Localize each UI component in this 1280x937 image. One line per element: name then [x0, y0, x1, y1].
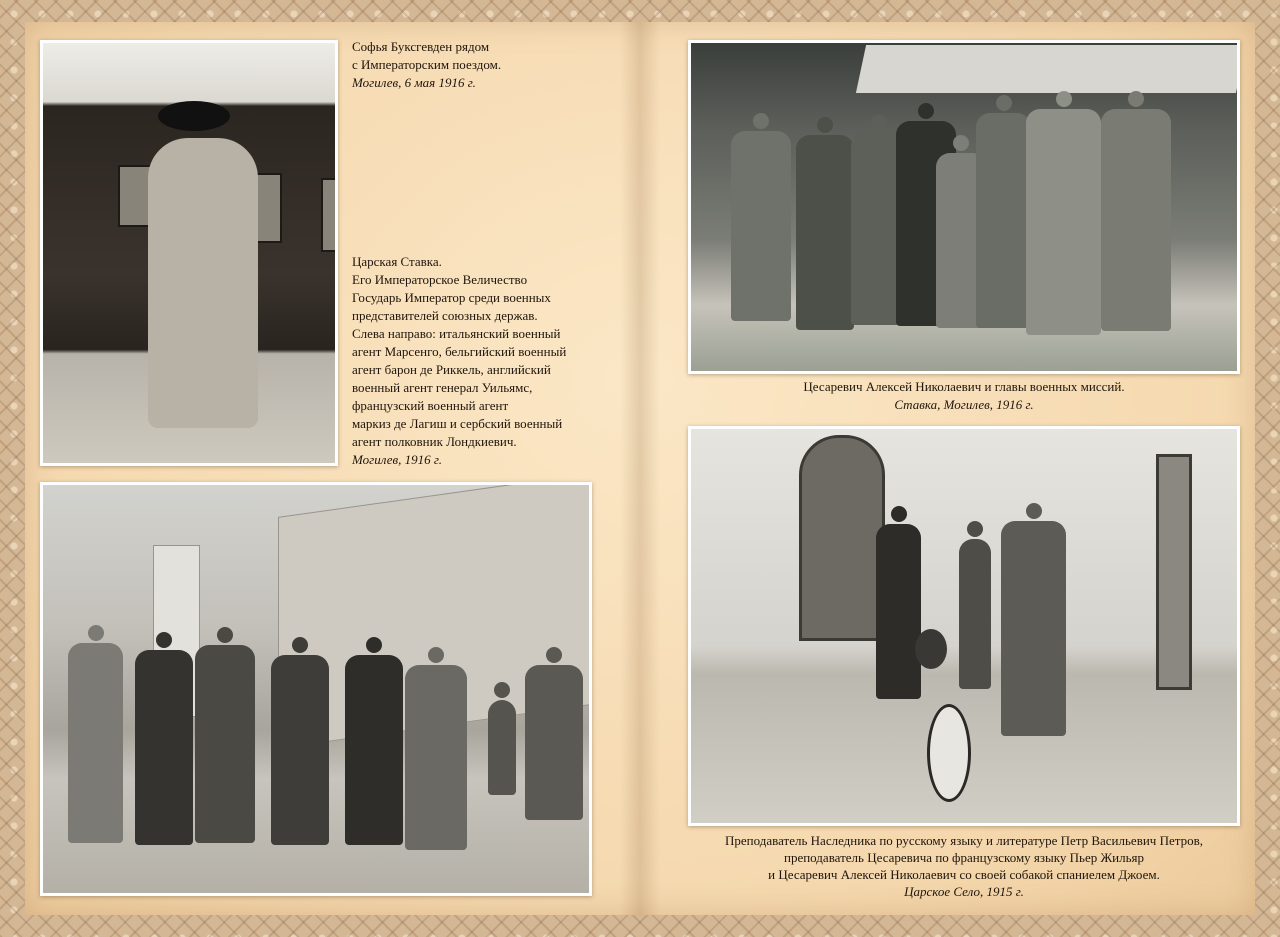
train-window	[321, 178, 335, 252]
caption-line: Софья Буксгевден рядом	[352, 39, 490, 54]
photo-image	[691, 43, 1237, 371]
photo-image	[43, 485, 589, 893]
caption-line: агент барон де Риккель, английский	[352, 362, 551, 377]
caption-line: представителей союзных держав.	[352, 308, 538, 323]
caption-line: и Цесаревич Алексей Николаевич со своей собакой спаниелем Джоем.	[768, 867, 1160, 882]
caption-line: преподаватель Цесаревича по французскому языку Пьер Жильяр	[784, 850, 1144, 865]
caption-line: агент полковник Лондкиевич.	[352, 434, 517, 449]
caption-stavka	[352, 253, 617, 469]
officer-figure	[731, 131, 791, 321]
caption-petrov	[688, 832, 1240, 900]
petrov-figure	[876, 524, 921, 699]
officer-figure	[1101, 109, 1171, 331]
officer-figure	[525, 665, 583, 820]
caption-line: маркиз де Лагиш и сербский военный	[352, 416, 563, 431]
caption-line: Слева направо: итальянский военный	[352, 326, 561, 341]
officer-figure	[271, 655, 329, 845]
book-spine	[620, 22, 660, 915]
photo-image	[43, 43, 335, 463]
officer-figure	[796, 135, 854, 330]
photo-tutors-tsarevich	[688, 426, 1240, 826]
tent-awning	[856, 45, 1237, 93]
hat	[158, 101, 230, 131]
caption-line: Преподаватель Наследника по русскому языку и литературе Петр Васильевич Петров,	[725, 833, 1203, 848]
caption-line: Царская Ставка.	[352, 254, 442, 269]
caption-line: агент Марсенго, бельгийский военный	[352, 344, 567, 359]
caption-location: Ставка, Могилев, 1916 г.	[894, 397, 1034, 412]
caption-line: Его Императорское Величество	[352, 272, 528, 287]
photo-military-missions	[688, 40, 1240, 374]
spaniel-joy	[927, 704, 971, 802]
caption-line: с Императорским поездом.	[352, 57, 502, 72]
photo-image	[691, 429, 1237, 823]
side-door	[1156, 454, 1192, 690]
caption-location: Царское Село, 1915 г.	[904, 884, 1024, 899]
wooden-door	[799, 435, 885, 641]
caption-line: французский военный агент	[352, 398, 509, 413]
caption-line: военный агент генерал Уильямс,	[352, 380, 533, 395]
officer-figure	[68, 643, 123, 843]
gilliard-figure	[1001, 521, 1066, 736]
caption-location: Могилев, 6 мая 1916 г.	[352, 75, 476, 90]
emperor-figure	[345, 655, 403, 845]
tsarevich-figure	[959, 539, 991, 689]
officer-figure	[135, 650, 193, 845]
photo-buxhoeveden-train	[40, 40, 338, 466]
officer-figure	[405, 665, 467, 850]
officer-figure	[976, 113, 1031, 328]
photo-emperor-allied-representatives	[40, 482, 592, 896]
caption-line: Государь Император среди военных	[352, 290, 551, 305]
soldier-figure	[488, 700, 516, 795]
caption-buxhoeveden	[352, 38, 612, 92]
dog	[915, 629, 947, 669]
caption-location: Могилев, 1916 г.	[352, 452, 443, 467]
caption-missions	[688, 378, 1240, 414]
officer-figure	[1026, 109, 1101, 335]
woman-figure	[148, 138, 258, 428]
caption-line: Цесаревич Алексей Николаевич и главы военных миссий.	[803, 379, 1125, 394]
officer-figure	[195, 645, 255, 843]
